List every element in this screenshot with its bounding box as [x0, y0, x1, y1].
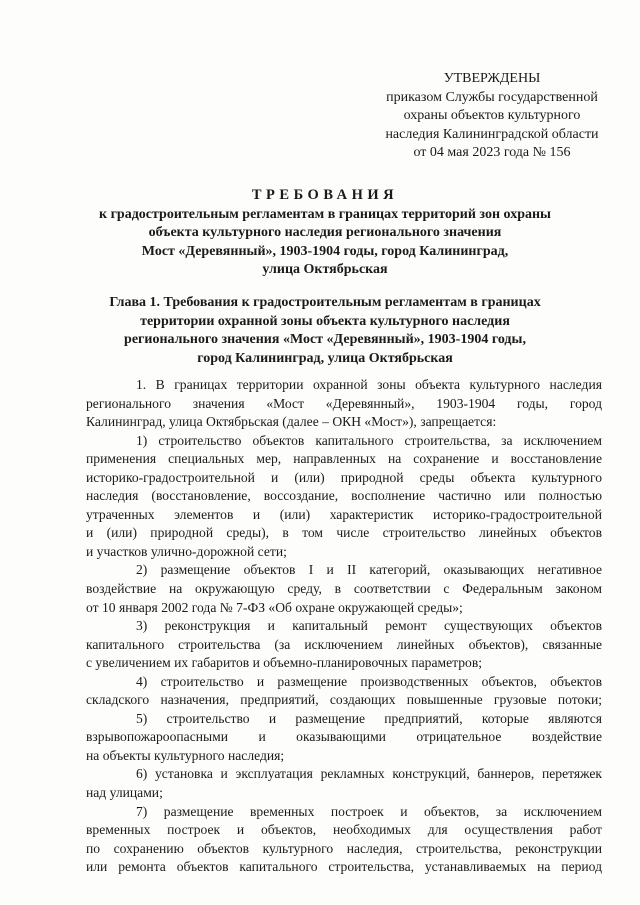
- body-line: капитального строительства (за исключением линейных объектов), связанные: [86, 636, 602, 652]
- chapter-line: город Калининград, улица Октябрьская: [197, 350, 453, 366]
- approval-line: наследия Калининградской области: [385, 126, 599, 142]
- document-title: [60, 186, 590, 280]
- title-line: Мост «Деревянный», 1903-1904 годы, город Калининград,: [141, 243, 509, 259]
- body-line: 3) реконструкция и капитальный ремонт существующих объектов: [136, 618, 602, 634]
- title-heading: ТРЕБОВАНИЯ: [251, 187, 399, 203]
- body-line: Калининград, улица Октябрьская (далее – ОКН «Мост»), запрещается:: [86, 414, 497, 430]
- body-line: 4) строительство и размещение производственных объектов, объектов: [136, 673, 602, 689]
- approval-line: от 04 мая 2023 года № 156: [413, 145, 571, 161]
- body-line: 7) размещение временных построек и объектов, за исключением: [136, 803, 602, 819]
- body-line: складского назначения, предприятий, создающих повышенные грузовые потоки;: [86, 692, 602, 708]
- body-line: 6) установка и эксплуатация рекламных конструкций, баннеров, перетяжек: [136, 766, 602, 782]
- body-line: воздействие на окружающую среду, в соответствии с Федеральным законом: [86, 581, 602, 597]
- body-line: и участков улично-дорожной сети;: [86, 543, 287, 559]
- body-line: и (или) природной среды), в том числе строительство линейных объектов: [86, 525, 602, 541]
- body-line: 2) размещение объектов I и II категорий, оказывающих негативное: [136, 562, 602, 578]
- body-line: 5) строительство и размещение предприятий, которые являются: [136, 710, 602, 726]
- body-line: над улицами;: [86, 785, 163, 801]
- approval-line: охраны объектов культурного: [403, 108, 581, 124]
- body-line: 1) строительство объектов капитального строительства, за исключением: [136, 432, 602, 448]
- chapter-line: регионального значения «Мост «Деревянный», 1903-1904 годы,: [124, 332, 526, 348]
- approval-line: приказом Службы государственной: [386, 89, 598, 105]
- approval-line: УТВЕРЖДЕНЫ: [443, 71, 541, 86]
- chapter-heading: [90, 294, 560, 368]
- body-line: взрывопожароопасными и оказывающими отрицательное воздействие: [86, 729, 602, 745]
- body-line: на объекты культурного наследия;: [86, 747, 285, 763]
- body-line: утраченных элементов и (или) характеристик историко-градостроительной: [86, 506, 602, 522]
- body-line: с увеличением их габаритов и объемно-планировочных параметров;: [86, 655, 483, 671]
- body-line: регионального значения «Мост «Деревянный», 1903-1904 годы, город: [86, 395, 602, 411]
- body-text: [86, 376, 602, 877]
- title-line: улица Октябрьская: [262, 262, 388, 278]
- body-line: 1. В границах территории охранной зоны объекта культурного наследия: [136, 377, 602, 392]
- title-line: объекта культурного наследия регионального значения: [148, 225, 502, 241]
- body-line: историко-градостроительной и (или) природной среды объекта культурного: [86, 469, 602, 485]
- body-line: наследия (восстановление, воссоздание, восполнение частично или полностью: [86, 488, 602, 504]
- chapter-line: территории охранной зоны объекта культурного наследия: [140, 313, 510, 329]
- body-line: или ремонта объектов капитального строительства, устанавливаемых на период: [86, 859, 602, 875]
- title-line: к градостроительным регламентам в границах территорий зон охраны: [99, 206, 551, 222]
- approval-stamp: [372, 70, 612, 163]
- body-line: от 10 января 2002 года № 7-ФЗ «Об охране окружающей среды»;: [86, 599, 463, 615]
- body-line: временных построек и объектов, необходимых для осуществления работ: [86, 822, 602, 838]
- chapter-line: Глава 1. Требования к градостроительным регламентам в границах: [109, 295, 541, 310]
- body-line: применения специальных мер, направленных на сохранение и восстановление: [86, 451, 602, 467]
- body-line: по сохранению объектов культурного наследия, строительства, реконструкции: [86, 840, 602, 856]
